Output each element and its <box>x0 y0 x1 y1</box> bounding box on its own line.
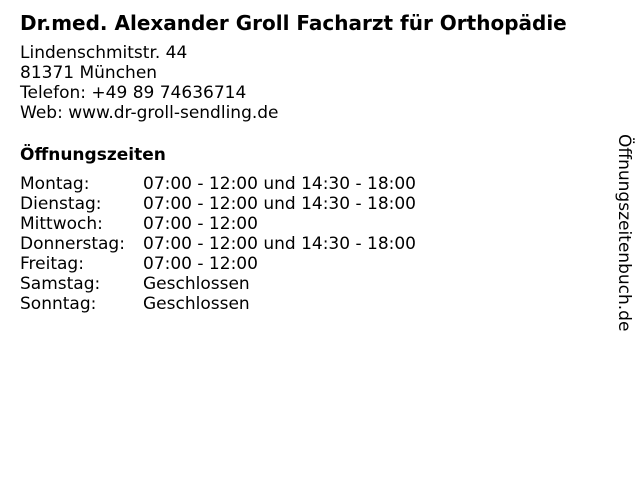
hours-row-monday <box>20 174 416 194</box>
day-hours: 07:00 - 12:00 und 14:30 - 18:00 <box>143 194 416 214</box>
business-name: Dr.med. Alexander Groll Facharzt für Orthopädie <box>20 11 567 35</box>
day-hours: Geschlossen <box>143 274 250 294</box>
hours-row-friday <box>20 254 416 274</box>
day-hours: 07:00 - 12:00 <box>143 254 258 274</box>
hours-row-saturday <box>20 274 416 294</box>
hours-row-sunday <box>20 294 416 314</box>
day-hours: 07:00 - 12:00 und 14:30 - 18:00 <box>143 234 416 254</box>
website: Web: www.dr-groll-sendling.de <box>20 103 279 123</box>
day-hours: Geschlossen <box>143 294 250 314</box>
day-label: Sonntag: <box>20 294 97 314</box>
hours-row-thursday <box>20 234 416 254</box>
day-hours: 07:00 - 12:00 <box>143 214 258 234</box>
day-label: Samstag: <box>20 274 101 294</box>
day-label: Freitag: <box>20 254 84 274</box>
brand-site-name: Öffnungszeitenbuch.de <box>614 134 634 332</box>
phone-number: Telefon: +49 89 74636714 <box>20 83 247 103</box>
street-address: Lindenschmitstr. 44 <box>20 43 188 63</box>
day-label: Dienstag: <box>20 194 102 214</box>
day-hours: 07:00 - 12:00 und 14:30 - 18:00 <box>143 174 416 194</box>
contact-block <box>20 43 279 123</box>
brand-watermark <box>612 134 636 334</box>
day-label: Montag: <box>20 174 90 194</box>
hours-row-tuesday <box>20 194 416 214</box>
opening-hours-table <box>20 174 416 314</box>
opening-hours-heading: Öffnungszeiten <box>20 145 166 165</box>
postal-city: 81371 München <box>20 63 158 83</box>
hours-row-wednesday <box>20 214 416 234</box>
day-label: Mittwoch: <box>20 214 103 234</box>
day-label: Donnerstag: <box>20 234 125 254</box>
